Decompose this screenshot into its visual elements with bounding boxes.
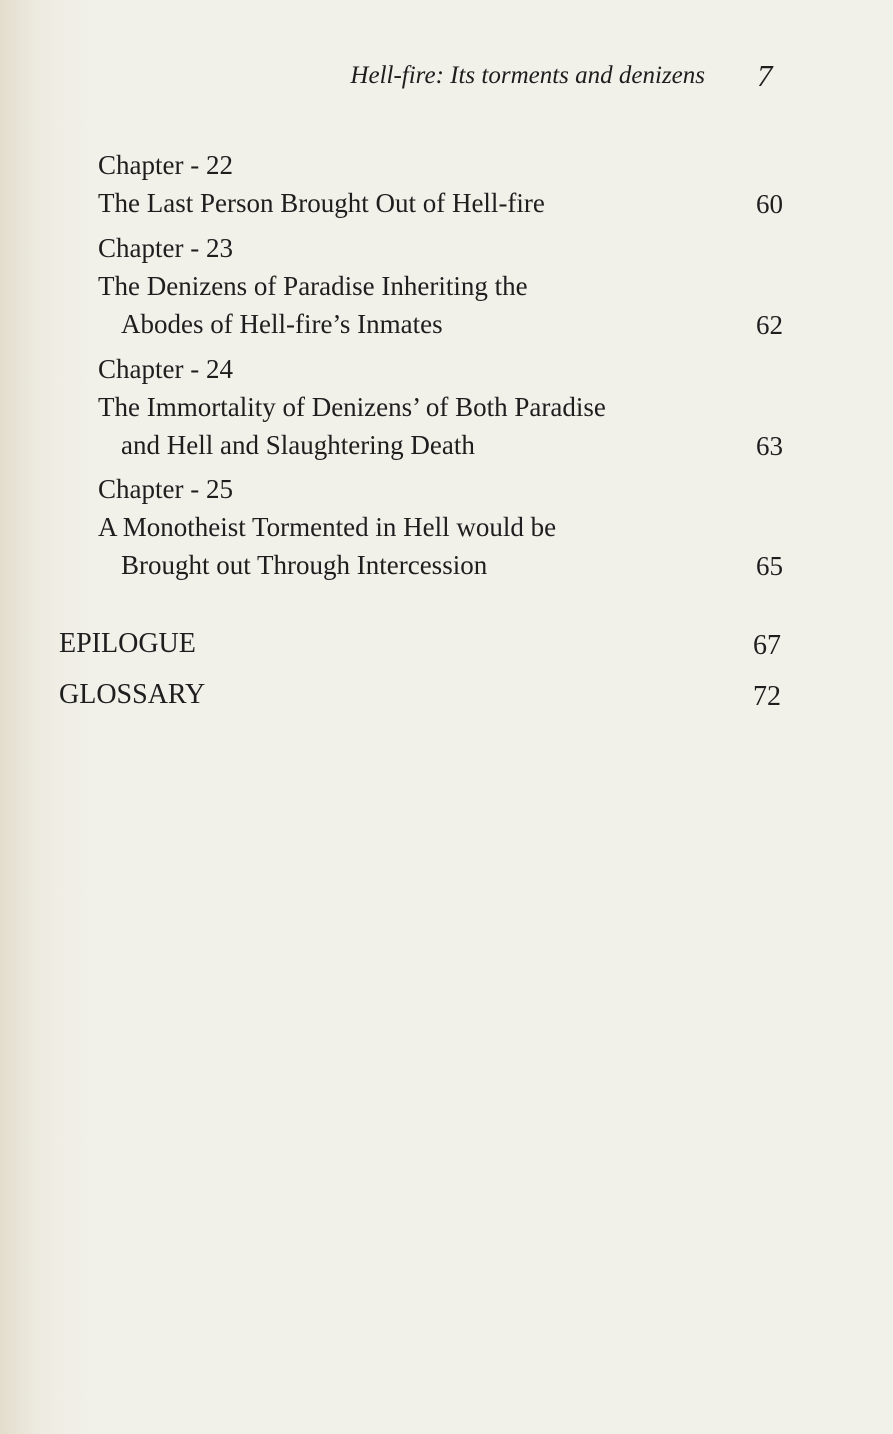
glossary-page: 72 [753,681,781,712]
chapter-25-title-line2: Brought out Through Intercession [121,550,488,580]
chapter-24-page: 63 [756,431,783,461]
chapter-22-label: Chapter - 22 [98,150,233,180]
chapter-23-label: Chapter - 23 [98,233,233,263]
glossary-entry: GLOSSARY [59,679,206,710]
chapter-24-title-line1: The Immortality of Denizens’ of Both Paradise [98,392,606,422]
page-number: 7 [757,58,773,93]
chapter-23-title-line1: The Denizens of Paradise Inheriting the [98,271,528,301]
chapter-25-title-line1: A Monotheist Tormented in Hell would be [98,512,557,542]
epilogue-page: 67 [753,630,781,661]
chapter-23-title-line2: Abodes of Hell-fire’s Inmates [121,309,443,339]
chapter-24-label: Chapter - 24 [98,354,233,384]
chapter-23-page: 62 [756,310,783,340]
chapter-22-title: The Last Person Brought Out of Hell-fire [98,188,545,218]
running-title: Hell-fire: Its torments and denizens [350,62,705,89]
chapter-25-page: 65 [756,551,783,581]
running-header [0,58,893,98]
chapter-24-title-line2: and Hell and Slaughtering Death [121,430,475,460]
epilogue-entry: EPILOGUE [59,628,196,659]
chapter-25-label: Chapter - 25 [98,474,233,504]
chapter-22-page: 60 [756,189,783,219]
